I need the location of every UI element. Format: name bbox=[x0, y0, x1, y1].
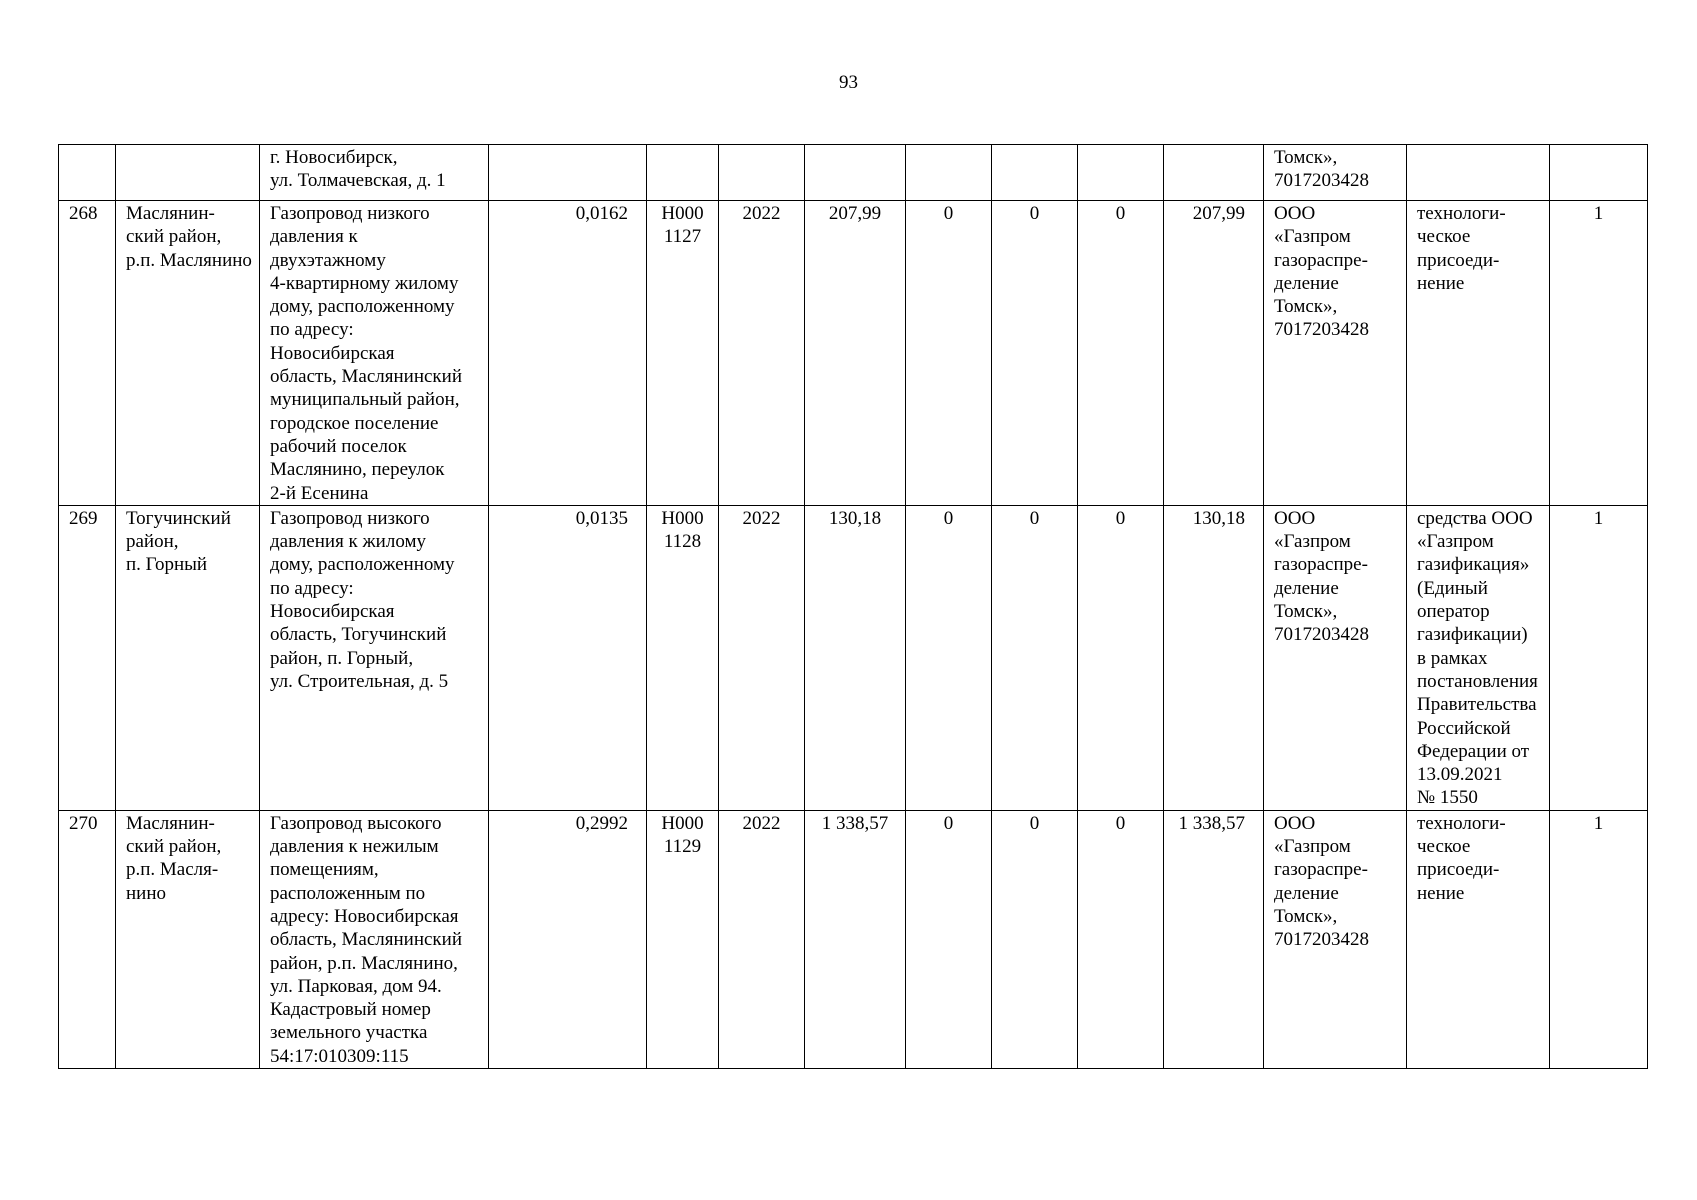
length-cell: 0,0162 bbox=[489, 201, 647, 506]
organization-cell: Томск», 7017203428 bbox=[1264, 145, 1407, 201]
organization-cell: ООО «Газпром газораспре- деление Томск», 7017203428 bbox=[1264, 505, 1407, 810]
code-cell bbox=[647, 145, 719, 201]
object-cell: Газопровод низкого давления к двухэтажному 4-квартирному жилому дому, расположенному по адресу: Новосибирская область, Маслянинский муниципальный район, городское поселение рабочий поселок Маслянино, переулок 2-й Есенина bbox=[260, 201, 489, 506]
funding-source-cell: технологи- ческое присоеди- нение bbox=[1407, 810, 1550, 1068]
year-cell: 2022 bbox=[719, 505, 805, 810]
value-cell-2 bbox=[992, 145, 1078, 201]
district-cell bbox=[116, 145, 260, 201]
value-cell-3: 0 bbox=[1078, 505, 1164, 810]
row-number bbox=[59, 145, 116, 201]
value-cell-4: 207,99 bbox=[1164, 201, 1264, 506]
year-cell: 2022 bbox=[719, 810, 805, 1068]
total-cell: 130,18 bbox=[805, 505, 906, 810]
organization-cell: ООО «Газпром газораспре- деление Томск», 7017203428 bbox=[1264, 810, 1407, 1068]
value-cell-3: 0 bbox=[1078, 201, 1164, 506]
page-number: 93 bbox=[839, 72, 858, 93]
district-cell: Маслянин- ский район, р.п. Маслянино bbox=[116, 201, 260, 506]
code-cell: Н000 1128 bbox=[647, 505, 719, 810]
total-cell: 1 338,57 bbox=[805, 810, 906, 1068]
code-cell: Н000 1129 bbox=[647, 810, 719, 1068]
funding-source-cell bbox=[1407, 145, 1550, 201]
length-cell: 0,0135 bbox=[489, 505, 647, 810]
count-cell: 1 bbox=[1550, 505, 1648, 810]
total-cell bbox=[805, 145, 906, 201]
object-cell: Газопровод низкого давления к жилому дому, расположенному по адресу: Новосибирская область, Тогучинский район, п. Горный, ул. Строительная, д. 5 bbox=[260, 505, 489, 810]
value-cell-2: 0 bbox=[992, 810, 1078, 1068]
count-cell: 1 bbox=[1550, 810, 1648, 1068]
gas-pipeline-table bbox=[58, 144, 1648, 1069]
funding-source-cell: средства ООО «Газпром газификация» (Единый оператор газификации) в рамках постановления Правительства Российской Федерации от 13.09.2021 № 1550 bbox=[1407, 505, 1550, 810]
funding-source-cell: технологи- ческое присоеди- нение bbox=[1407, 201, 1550, 506]
value-cell-1: 0 bbox=[906, 505, 992, 810]
district-cell: Тогучинский район, п. Горный bbox=[116, 505, 260, 810]
value-cell-4: 130,18 bbox=[1164, 505, 1264, 810]
value-cell-1 bbox=[906, 145, 992, 201]
table-row bbox=[59, 505, 1648, 810]
value-cell-3 bbox=[1078, 145, 1164, 201]
object-cell: Газопровод высокого давления к нежилым помещениям, расположенным по адресу: Новосибирская область, Маслянинский район, р.п. Маслянино, ул. Парковая, дом 94. Кадастровый номер земельного участка 54:17:010309:115 bbox=[260, 810, 489, 1068]
value-cell-4: 1 338,57 bbox=[1164, 810, 1264, 1068]
table-row bbox=[59, 810, 1648, 1068]
year-cell bbox=[719, 145, 805, 201]
organization-cell: ООО «Газпром газораспре- деление Томск», 7017203428 bbox=[1264, 201, 1407, 506]
code-cell: Н000 1127 bbox=[647, 201, 719, 506]
value-cell-1: 0 bbox=[906, 810, 992, 1068]
value-cell-3: 0 bbox=[1078, 810, 1164, 1068]
length-cell bbox=[489, 145, 647, 201]
row-number: 268 bbox=[59, 201, 116, 506]
district-cell: Маслянин- ский район, р.п. Масля- нино bbox=[116, 810, 260, 1068]
count-cell: 1 bbox=[1550, 201, 1648, 506]
row-number: 269 bbox=[59, 505, 116, 810]
value-cell-1: 0 bbox=[906, 201, 992, 506]
table-row bbox=[59, 201, 1648, 506]
row-number: 270 bbox=[59, 810, 116, 1068]
total-cell: 207,99 bbox=[805, 201, 906, 506]
value-cell-2: 0 bbox=[992, 201, 1078, 506]
value-cell-2: 0 bbox=[992, 505, 1078, 810]
count-cell bbox=[1550, 145, 1648, 201]
year-cell: 2022 bbox=[719, 201, 805, 506]
length-cell: 0,2992 bbox=[489, 810, 647, 1068]
value-cell-4 bbox=[1164, 145, 1264, 201]
object-cell: г. Новосибирск, ул. Толмачевская, д. 1 bbox=[260, 145, 489, 201]
table-row bbox=[59, 145, 1648, 201]
